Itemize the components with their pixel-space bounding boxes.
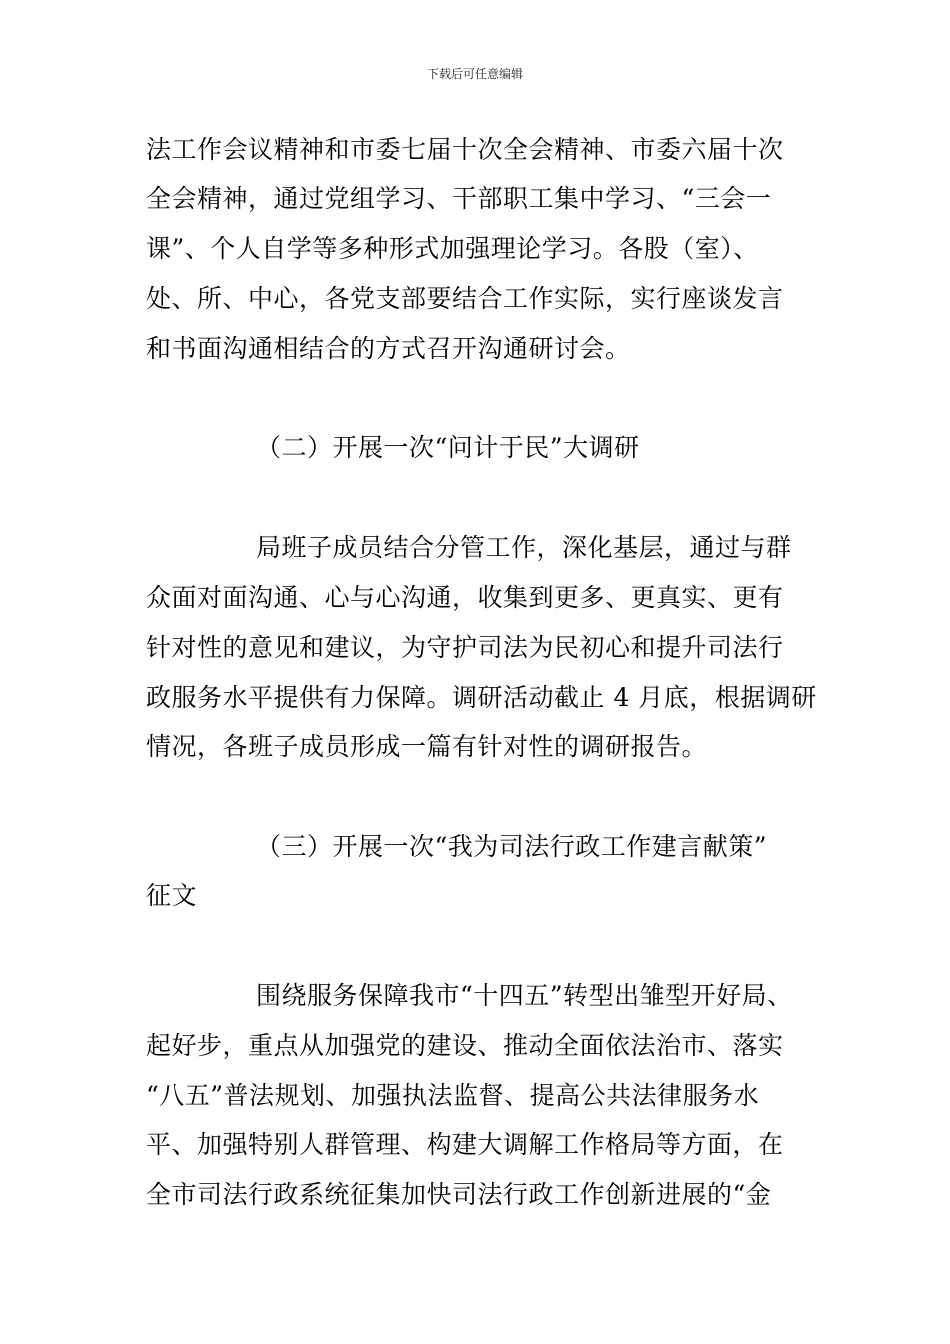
text-line: 和书面沟通相结合的方式召开沟通研讨会。 bbox=[146, 334, 631, 363]
section-heading: （二）开展一次“问计于民”大调研 bbox=[256, 433, 640, 462]
text-line: 政服务水平提供有力保障。调研活动截止 4 月底，根据调研 bbox=[146, 683, 817, 712]
text-line: 处、所、中心，各党支部要结合工作实际，实行座谈发言 bbox=[146, 284, 784, 313]
text-line: 局班子成员结合分管工作，深化基层，通过与群 bbox=[256, 533, 792, 562]
text-line: 起好步，重点从加强党的建设、推动全面依法治市、落实 bbox=[146, 1031, 784, 1060]
section-heading: （三）开展一次“我为司法行政工作建言献策” bbox=[256, 832, 768, 861]
text-line: 课”、个人自学等多种形式加强理论学习。各股（室）、 bbox=[146, 234, 759, 263]
text-line: 全市司法行政系统征集加快司法行政工作创新进展的“金 bbox=[146, 1180, 772, 1209]
text-line: 众面对面沟通、心与心沟通，收集到更多、更真实、更有 bbox=[146, 583, 784, 612]
text-line: 情况，各班子成员形成一篇有针对性的调研报告。 bbox=[146, 732, 708, 761]
text-line: 针对性的意见和建议，为守护司法为民初心和提升司法行 bbox=[146, 633, 784, 662]
text-line: 围绕服务保障我市“十四五”转型出雏型开好局、 bbox=[256, 981, 793, 1010]
text-line: 法工作会议精神和市委七届十次全会精神、市委六届十次 bbox=[146, 135, 784, 164]
text-line: 平、加强特别人群管理、构建大调解工作格局等方面，在 bbox=[146, 1130, 784, 1159]
header-note: 下载后可任意编辑 bbox=[426, 67, 523, 81]
text-line: “八五”普法规划、加强执法监督、提高公共法律服务水 bbox=[146, 1081, 760, 1110]
text-line: 全会精神，通过党组学习、干部职工集中学习、“三会一 bbox=[146, 184, 772, 213]
section-heading-continued: 征文 bbox=[146, 881, 198, 910]
